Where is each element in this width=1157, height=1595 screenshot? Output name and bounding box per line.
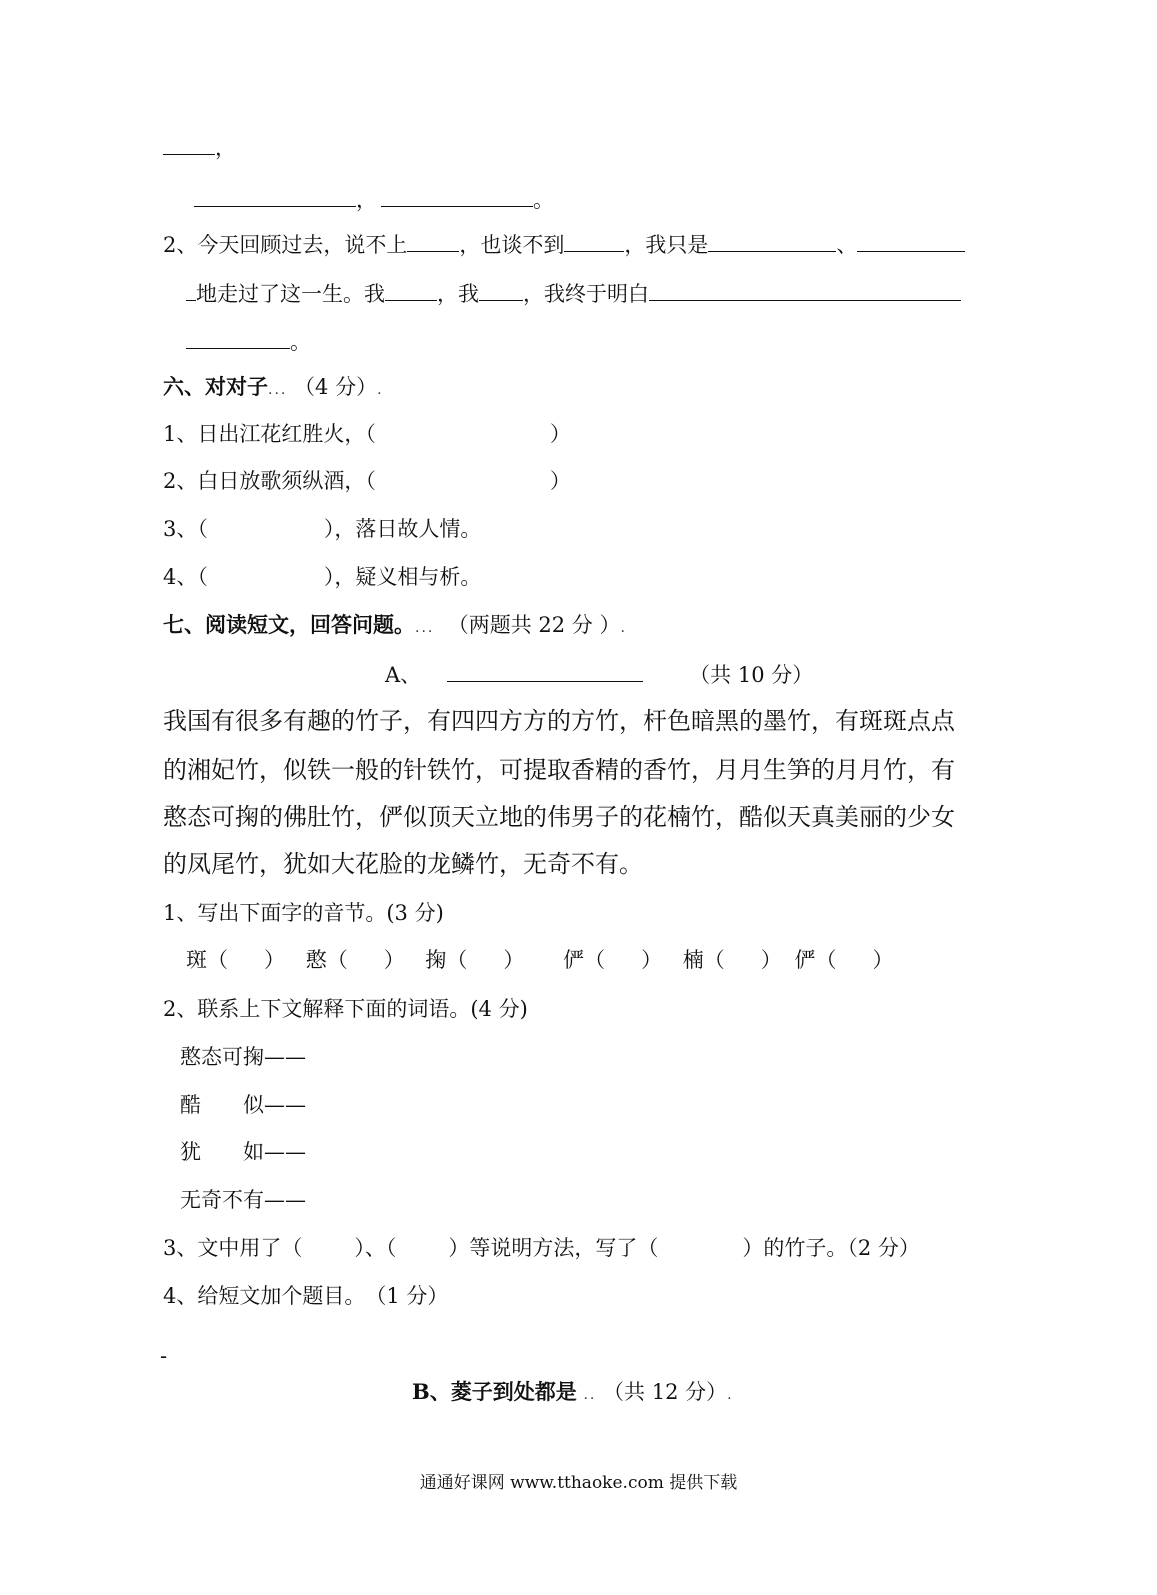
paren-close: ） [872, 948, 894, 972]
part-title: B、菱子到处都是 [412, 1379, 577, 1404]
q-text: ）等说明方法，写了（ [448, 1236, 659, 1260]
char: 楠 [682, 948, 704, 972]
answer-blank[interactable] [186, 278, 196, 301]
q-text: ，也谈不到 [459, 233, 565, 257]
part-a-heading [385, 659, 813, 689]
word-4: 无奇不有—— [180, 1188, 306, 1212]
dots: . [620, 620, 627, 636]
couplet-1 [163, 420, 571, 448]
q-text: 、 [836, 233, 858, 257]
paren-close: ） [549, 469, 571, 493]
q7-4: 4、给短文加个题目。 （1 分） [163, 1284, 449, 1308]
paren-close: ） [264, 948, 285, 972]
answer-blank[interactable] [708, 229, 836, 252]
part-score: （共 12 分） [603, 1380, 728, 1404]
q-text: 3、文中用了（ [163, 1236, 303, 1260]
couplet-text: 3、（ [163, 517, 208, 541]
couplet-text: ），疑义相与析。 [323, 565, 482, 589]
answer-blank[interactable] [407, 229, 459, 252]
section-title: 七、阅读短文，回答问题。 [163, 612, 415, 637]
stray-dash: - [160, 1344, 168, 1368]
paren-open: （ [207, 948, 228, 972]
q-text: ，我 [437, 282, 479, 306]
prev-tail-comma: ， [215, 136, 236, 160]
paren-close: ） [760, 948, 782, 972]
word-1: 憨态可掬—— [180, 1045, 306, 1069]
paren-close: ） [549, 422, 571, 446]
q7-3 [163, 1234, 920, 1262]
answer-blank[interactable] [381, 184, 533, 207]
q-text: ，我只是 [624, 233, 709, 257]
q-text: 2、今天回顾过去，说不上 [163, 233, 408, 257]
paren-open: （ [815, 948, 837, 972]
answer-blank[interactable] [649, 278, 961, 301]
char: 憨 [305, 948, 327, 972]
part-score: （共 10 分） [689, 663, 814, 687]
paren-open: （ [326, 948, 348, 972]
paren-open: （ [446, 948, 468, 972]
period: 。 [290, 330, 311, 354]
couplet-text: 1、日出江花红胜火，（ [163, 422, 376, 446]
section-title: 六、对对子 [163, 374, 268, 399]
paren-close: ） [503, 948, 525, 972]
page-footer: 通通好课网 www.tthaoke.com 提供下载 [419, 1473, 738, 1493]
answer-blank[interactable] [163, 132, 215, 155]
couplet-3 [163, 515, 481, 543]
word-2: 酷 似—— [180, 1093, 306, 1117]
section-score: （两题共 22 分 ） [447, 613, 621, 637]
passage-line-1: 我国有很多有趣的竹子，有四四方方的方竹，杆色暗黑的墨竹，有斑斑点点 [163, 707, 955, 735]
paren-close: ） [383, 948, 405, 972]
paren-open: （ [584, 948, 606, 972]
dots: ... [415, 620, 435, 636]
passage-line-4: 的凤尾竹，犹如大花脸的龙鳞竹，无奇不有。 [163, 850, 643, 878]
part-b-heading [412, 1378, 734, 1409]
paren-open: （ [703, 948, 725, 972]
q-text: ）的竹子。（2 分） [742, 1236, 920, 1260]
part-label: A、 [385, 663, 422, 687]
couplet-2 [163, 467, 571, 495]
char: 斑 [186, 948, 207, 972]
dots: .. [583, 1387, 597, 1403]
couplet-text: 4、（ [163, 565, 208, 589]
period: 。 [533, 188, 554, 212]
q7-1: 1、写出下面字的音节。(3 分) [163, 901, 444, 925]
passage-line-2: 的湘妃竹，似铁一般的针铁竹，可提取香精的香竹，月月生笋的月月竹，有 [163, 756, 955, 784]
q-text: 地走过了这一生。我 [196, 282, 385, 306]
dots: . [377, 382, 384, 398]
answer-blank[interactable] [385, 278, 437, 301]
paren-close: ） [641, 948, 663, 972]
char: 俨 [563, 948, 585, 972]
couplet-text: 2、白日放歌须纵酒，（ [163, 469, 376, 493]
q-text: ，我终于明白 [523, 282, 649, 306]
answer-blank[interactable] [857, 229, 965, 252]
answer-blank[interactable] [194, 184, 356, 207]
q7-2: 2、联系上下文解释下面的词语。(4 分) [163, 997, 528, 1021]
answer-blank[interactable] [186, 326, 290, 349]
q5-2-line-2 [186, 278, 961, 308]
prev-tail-line [163, 132, 236, 162]
dots: ... [268, 382, 288, 398]
comma: ， [356, 188, 377, 212]
pinyin-row [186, 946, 893, 974]
dots: . [727, 1387, 734, 1403]
answer-blank[interactable] [564, 229, 624, 252]
word-3: 犹 如—— [180, 1140, 306, 1164]
passage-line-3: 憨态可掬的佛肚竹，俨似顶天立地的伟男子的花楠竹，酷似天真美丽的少女 [163, 803, 955, 831]
q-text: ）、（ [354, 1236, 397, 1260]
q5-2-line-1 [163, 229, 965, 259]
prev-line-2 [194, 184, 554, 214]
answer-blank[interactable] [479, 278, 523, 301]
couplet-4 [163, 563, 481, 591]
section-score: （4 分） [294, 375, 378, 399]
couplet-text: ），落日故人情。 [323, 517, 482, 541]
section-6-heading [163, 373, 384, 404]
title-blank[interactable] [447, 659, 643, 682]
q5-2-line-3 [186, 326, 311, 356]
char: 掬 [425, 948, 447, 972]
char: 俨 [794, 948, 816, 972]
section-7-heading [163, 611, 627, 642]
